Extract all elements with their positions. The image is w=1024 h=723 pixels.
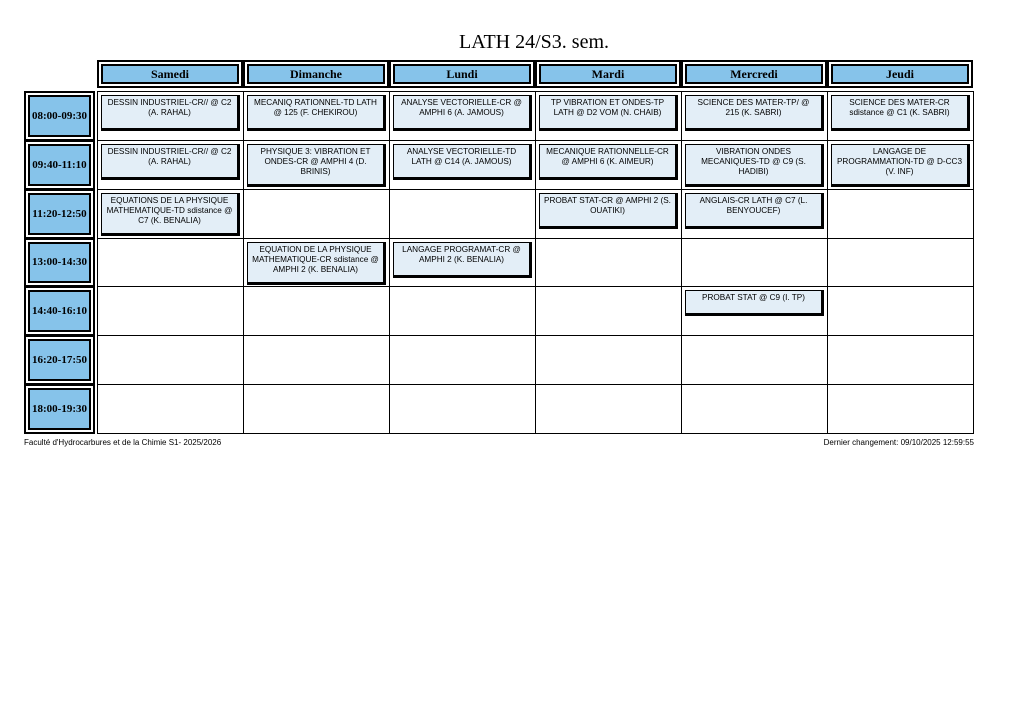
- timetable-slot: [535, 140, 682, 190]
- day-header-label: Samedi: [101, 64, 239, 84]
- timetable-slot: [97, 189, 244, 239]
- day-header: [681, 60, 827, 88]
- course-entry: PROBAT STAT-CR @ AMPHI 2 (S. OUATIKI): [539, 193, 678, 229]
- time-slot-header: [24, 140, 95, 190]
- timetable-slot: [681, 384, 828, 434]
- course-entry: MECANIQ RATIONNEL-TD LATH @ 125 (F. CHEKIROU): [247, 95, 386, 131]
- day-header: [97, 60, 243, 88]
- timetable-slot: [827, 189, 974, 239]
- day-header-label: Dimanche: [247, 64, 385, 84]
- timetable-slot: [97, 335, 244, 385]
- timetable-slot: [389, 91, 536, 141]
- day-header-label: Mardi: [539, 64, 677, 84]
- timetable-slot: [827, 286, 974, 336]
- day-header: [389, 60, 535, 88]
- timetable-slot: [535, 91, 682, 141]
- course-entry: EQUATIONS DE LA PHYSIQUE MATHEMATIQUE-TD sdistance @ C7 (K. BENALIA): [101, 193, 240, 236]
- course-entry: ANALYSE VECTORIELLE-TD LATH @ C14 (A. JAMOUS): [393, 144, 532, 180]
- timetable-slot: [681, 286, 828, 336]
- timetable-slot: [535, 189, 682, 239]
- course-entry: PROBAT STAT @ C9 (I. TP): [685, 290, 824, 316]
- day-header: [827, 60, 973, 88]
- course-entry: ANGLAIS-CR LATH @ C7 (L. BENYOUCEF): [685, 193, 824, 229]
- time-slot-label: 08:00-09:30: [28, 95, 91, 137]
- timetable-slot: [827, 140, 974, 190]
- course-entry: MECANIQUE RATIONNELLE-CR @ AMPHI 6 (K. AIMEUR): [539, 144, 678, 180]
- timetable-slot: [97, 286, 244, 336]
- timetable: [24, 60, 974, 432]
- timetable-slot: [681, 140, 828, 190]
- timetable-slot: [827, 384, 974, 434]
- day-header: [243, 60, 389, 88]
- timetable-slot: [827, 91, 974, 141]
- time-slot-header: [24, 189, 95, 239]
- course-entry: VIBRATION ONDES MECANIQUES-TD @ C9 (S. HADIBI): [685, 144, 824, 187]
- time-slot-label: 18:00-19:30: [28, 388, 91, 430]
- timetable-slot: [681, 238, 828, 288]
- timetable-slot: [681, 335, 828, 385]
- course-entry: LANGAGE DE PROGRAMMATION-TD @ D-CC3 (V. INF): [831, 144, 970, 187]
- course-entry: TP VIBRATION ET ONDES-TP LATH @ D2 VOM (N. CHAIB): [539, 95, 678, 131]
- timetable-slot: [243, 238, 390, 288]
- timetable-slot: [243, 189, 390, 239]
- time-slot-header: [24, 335, 95, 385]
- timetable-slot: [243, 91, 390, 141]
- course-entry: PHYSIQUE 3: VIBRATION ET ONDES-CR @ AMPHI 4 (D. BRINIS): [247, 144, 386, 187]
- course-entry: LANGAGE PROGRAMAT-CR @ AMPHI 2 (K. BENALIA): [393, 242, 532, 278]
- time-slot-header: [24, 286, 95, 336]
- timetable-slot: [243, 384, 390, 434]
- timetable-slot: [535, 335, 682, 385]
- course-entry: DESSIN INDUSTRIEL-CR// @ C2 (A. RAHAL): [101, 95, 240, 131]
- time-slot-label: 09:40-11:10: [28, 144, 91, 186]
- day-header: [535, 60, 681, 88]
- timetable-slot: [389, 384, 536, 434]
- timetable-slot: [389, 335, 536, 385]
- timetable-slot: [535, 286, 682, 336]
- timetable-slot: [97, 384, 244, 434]
- timetable-slot: [389, 238, 536, 288]
- day-header-label: Jeudi: [831, 64, 969, 84]
- footer-faculty: Faculté d'Hydrocarbures et de la Chimie S1- 2025/2026: [24, 438, 222, 447]
- timetable-slot: [389, 286, 536, 336]
- course-entry: SCIENCE DES MATER-CR sdistance @ C1 (K. SABRI): [831, 95, 970, 131]
- timetable-slot: [827, 335, 974, 385]
- timetable-slot: [535, 238, 682, 288]
- footer-last-change: Dernier changement: 09/10/2025 12:59:55: [823, 438, 974, 447]
- timetable-slot: [681, 91, 828, 141]
- page-title: LATH 24/S3. sem.: [459, 31, 609, 53]
- time-slot-header: [24, 238, 95, 288]
- timetable-slot: [97, 140, 244, 190]
- course-entry: DESSIN INDUSTRIEL-CR// @ C2 (A. RAHAL): [101, 144, 240, 180]
- time-slot-header: [24, 384, 95, 434]
- timetable-slot: [97, 91, 244, 141]
- timetable-slot: [681, 189, 828, 239]
- timetable-slot: [389, 140, 536, 190]
- course-entry: SCIENCE DES MATER-TP/ @ 215 (K. SABRI): [685, 95, 824, 131]
- timetable-slot: [243, 335, 390, 385]
- time-slot-label: 13:00-14:30: [28, 242, 91, 284]
- timetable-slot: [243, 286, 390, 336]
- timetable-slot: [97, 238, 244, 288]
- day-header-label: Lundi: [393, 64, 531, 84]
- time-slot-label: 14:40-16:10: [28, 290, 91, 332]
- timetable-slot: [389, 189, 536, 239]
- time-slot-label: 11:20-12:50: [28, 193, 91, 235]
- time-slot-header: [24, 91, 95, 141]
- course-entry: ANALYSE VECTORIELLE-CR @ AMPHI 6 (A. JAMOUS): [393, 95, 532, 131]
- time-slot-label: 16:20-17:50: [28, 339, 91, 381]
- course-entry: EQUATION DE LA PHYSIQUE MATHEMATIQUE-CR sdistance @ AMPHI 2 (K. BENALIA): [247, 242, 386, 285]
- timetable-slot: [243, 140, 390, 190]
- day-header-label: Mercredi: [685, 64, 823, 84]
- timetable-slot: [827, 238, 974, 288]
- timetable-slot: [535, 384, 682, 434]
